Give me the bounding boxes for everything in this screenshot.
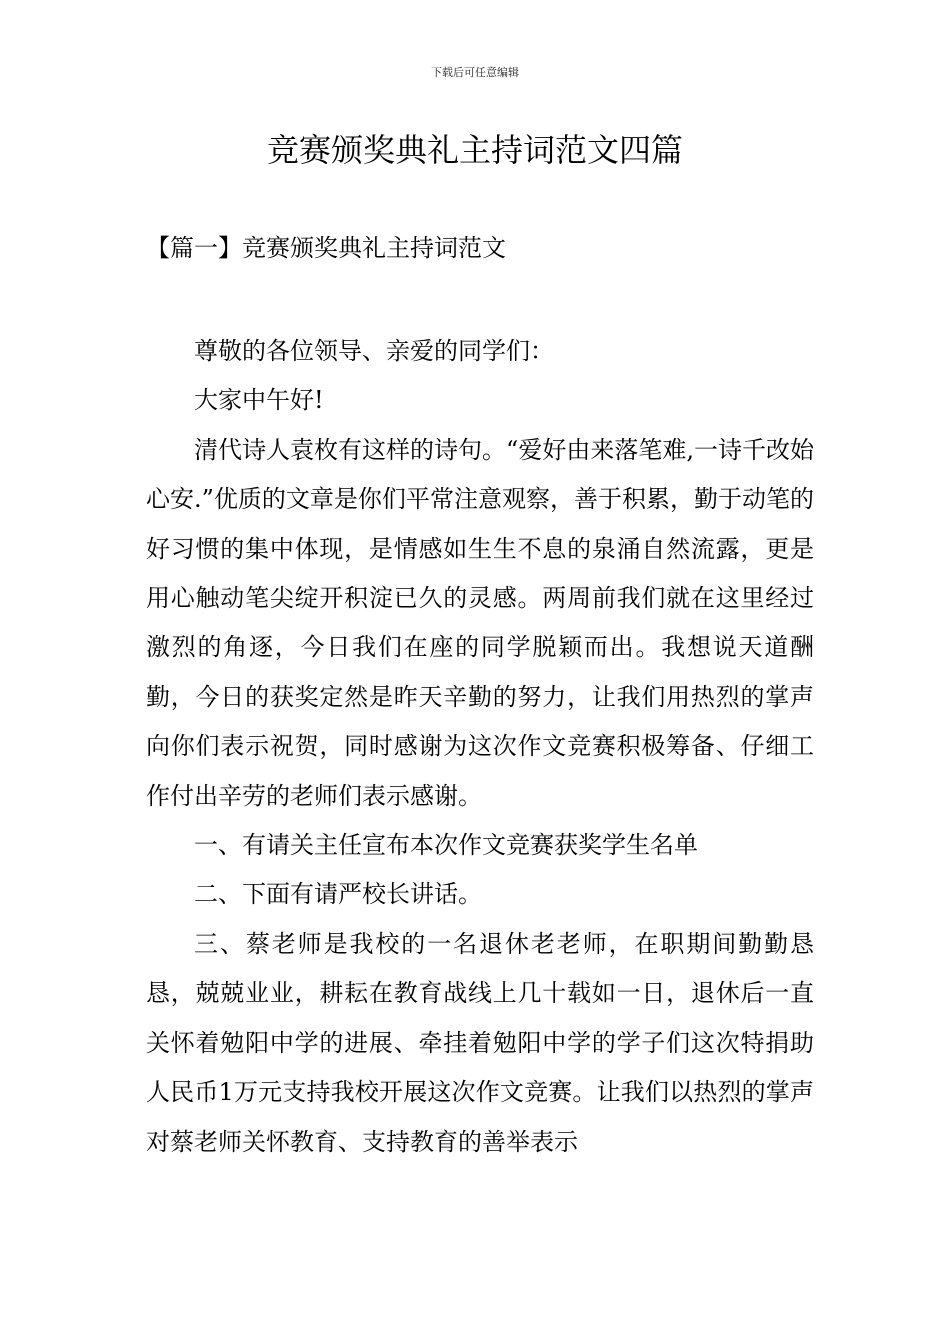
- body-text: [146, 327, 814, 1167]
- paragraph-item-three: 三、蔡老师是我校的一名退休老老师，在职期间勤勤恳恳，兢兢业业，耕耘在教育战线上几十载如一日，退休后一直关怀着勉阳中学的进展、牵挂着勉阳中学的学子们这次特捐助人民币1万元支持我校开展这次作文竞赛。让我们以热烈的掌声对蔡老师关怀教育、支持教育的善举表示: [146, 929, 814, 1156]
- header-note: 下载后可任意编辑: [431, 66, 519, 79]
- paragraph-greeting: 尊敬的各位领导、亲爱的同学们：: [194, 337, 554, 365]
- paragraph-item-two: 二、下面有请严校长讲话。: [194, 880, 482, 909]
- section-heading: 【篇一】竞赛颁奖典礼主持词范文: [146, 234, 506, 262]
- document-title: 竞赛颁奖典礼主持词范文四篇: [266, 131, 683, 169]
- paragraph-salutation: 大家中午好!: [194, 386, 324, 415]
- paragraph-opening: 清代诗人袁枚有这样的诗句。“爱好由来落笔难,一诗千改始心安.”优质的文章是你们平常注意观察，善于积累，勤于动笔的好习惯的集中体现，是情感如生生不息的泉涌自然流露，更是用心触动笔尖绽开积淀已久的灵感。两周前我们就在这里经过激烈的角逐，今日我们在座的同学脱颖而出。我想说天道酬勤，今日的获奖定然是昨天辛勤的努力，让我们用热烈的掌声向你们表示祝贺，同时感谢为这次作文竞赛积极筹备、仔细工作付出辛劳的老师们表示感谢。: [146, 435, 814, 810]
- paragraph-item-one: 一、有请关主任宣布本次作文竞赛获奖学生名单: [194, 831, 698, 860]
